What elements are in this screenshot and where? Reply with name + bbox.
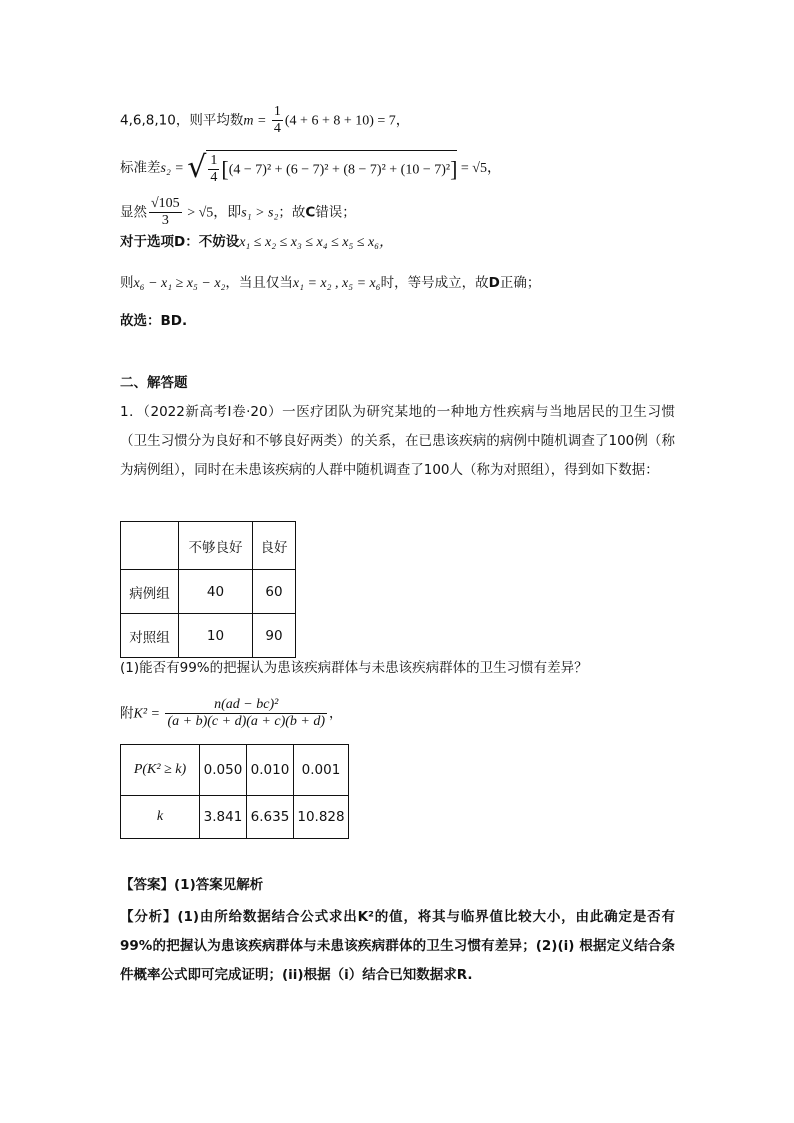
compare-s: s₁ > s₂ (241, 205, 279, 221)
option-d-expr2: x₁ = x₂ , x₅ = x₆ (292, 276, 381, 291)
answer-text: (1)答案见解析 (174, 877, 264, 893)
table-cell: 10 (179, 614, 253, 658)
question-1: (1)能否有99%的把握认为患该疾病群体与未患该疾病群体的卫生习惯有差异？ (120, 660, 588, 676)
formula-lhs: K² = (133, 706, 164, 722)
option-d-lead: 对于选项 (120, 234, 174, 250)
mean-line (120, 104, 410, 137)
table-cell: 0.001 (294, 745, 349, 796)
formula-fraction: $\frac{\text{n(ad − bc)²}}{(a + b)(c + d)(a + c)(b + d)}$ (167, 697, 325, 729)
table-cell: 10.828 (294, 796, 349, 839)
data-table (120, 521, 296, 658)
compare-line (120, 196, 356, 229)
option-d-line1: 对于选项D：不妨设x₁ ≤ x₂ ≤ x₃ ≤ x₄ ≤ x₅ ≤ x₆， (120, 234, 394, 250)
compare-fraction: $\frac{√105}{3}$ (151, 196, 180, 228)
table-cell: 60 (253, 570, 296, 614)
table-cell: 病例组 (121, 570, 179, 614)
sd-rhs: = √5， (457, 161, 501, 176)
table-row (121, 796, 349, 839)
table-cell: 对照组 (121, 614, 179, 658)
compare-tail: ；故 (278, 204, 306, 221)
analysis-label: 【分析】 (120, 909, 178, 925)
table-cell: 40 (179, 570, 253, 614)
table-header-cell: 不够良好 (179, 522, 253, 570)
table-row (121, 614, 296, 658)
formula-line: 附K² = $\frac{\text{n(ad − bc)²}}{(a + b)(c + d)(a + c)(b + d)}$ ， (120, 697, 343, 729)
compare-c: C (305, 204, 316, 221)
answer-line (120, 875, 263, 895)
table-cell: 90 (253, 614, 296, 658)
table-header-cell: P(K² ≥ k) (121, 745, 200, 796)
analysis-paragraph (120, 903, 675, 990)
sd-lead: 标准差 (120, 160, 161, 176)
table-cell: 0.010 (247, 745, 294, 796)
sd-fraction: $\frac{1}{4}$ (210, 153, 218, 185)
table-cell: 3.841 (200, 796, 247, 839)
analysis-text: (1)由所给数据结合公式求出K²的值，将其与临界值比较大小，由此确定是否有99%的把握认为患该疾病群体与未患该疾病群体的卫生习惯有差异；(2)(i) 根据定义结合条件概率公式即可完成证明；(ii)根据（i）结合已知数据求R. (120, 909, 676, 983)
sqrt-icon: √ (187, 150, 207, 185)
table-row (121, 570, 296, 614)
table-cell: k (121, 796, 200, 839)
mean-lead: 4,6,8,10，则平均数 (120, 112, 244, 129)
mean-fraction: $\frac{1}{4}$ (273, 104, 281, 136)
section-title: 二、解答题 (120, 375, 188, 391)
compare-lead: 显然 (120, 204, 147, 221)
sd-inner: (4 − 7)² + (6 − 7)² + (8 − 7)² + (10 − 7)² (228, 162, 451, 178)
sd-line: 标准差s₂ = √ $\frac{1}{4}$ [(4 − 7)² + (6 − 7)² + (8 − 7)² + (10 − 7)²] = √5， (120, 150, 501, 185)
option-d-expr: x₁ ≤ x₂ ≤ x₃ ≤ x₄ ≤ x₅ ≤ x₆， (239, 235, 394, 250)
mean-expr: m = (243, 113, 270, 129)
answer-label: 【答案】 (120, 877, 174, 893)
compare-rest: > √5，即 (183, 205, 242, 221)
problem-text: 1．（2022新高考Ⅰ卷·20）一医疗团队为研究某地的一种地方性疾病与当地居民的卫生习惯（卫生习惯分为良好和不够良好两类）的关系，在已患该疾病的病例中随机调查了100例（称为病例组），同时在未患该疾病的人群中随机调查了100人（称为对照组），得到如下数据： (120, 404, 675, 478)
conclusion: 故选：BD. (120, 313, 188, 329)
sd-lhs: s₂ = (160, 161, 188, 176)
table-cell: 6.635 (247, 796, 294, 839)
compare-end: 错误； (315, 204, 356, 221)
table-header-cell (121, 522, 179, 570)
mean-rest: (4 + 6 + 8 + 10) = 7， (284, 113, 410, 129)
table-header-cell: 良好 (253, 522, 296, 570)
critical-value-table (120, 744, 349, 839)
table-row (121, 745, 349, 796)
table-cell: 0.050 (200, 745, 247, 796)
option-d-expr1: x₆ − x₁ ≥ x₅ − x₂ (133, 276, 226, 291)
option-d-line2: 则x₆ − x₁ ≥ x₅ − x₂，当且仅当x₁ = x₂ , x₅ = x₆时，等号成立，故D正确； (120, 275, 541, 291)
